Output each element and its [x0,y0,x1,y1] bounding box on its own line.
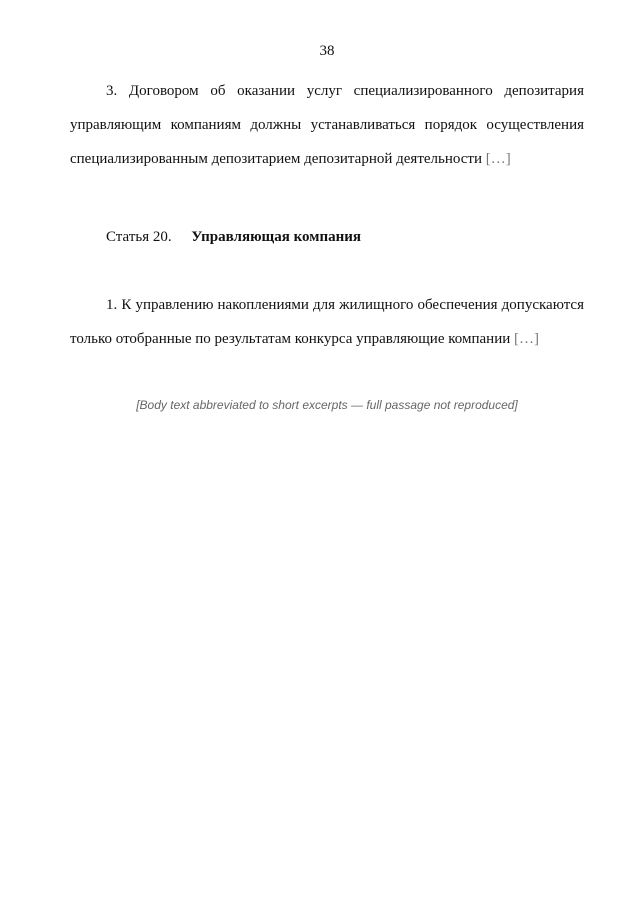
excerpt-ellipsis: […] [482,151,511,167]
page-number: 38 [319,43,335,59]
article-number: Статья 20. [106,229,172,245]
paragraph-management-company [70,288,584,356]
paragraph-excerpt: 1. К управлению накоплениями для жилищного обеспечения допускаются только отобранные по результатам конкурса управляющие компании [70,297,584,347]
paragraph-contract-terms [70,74,584,176]
abbreviation-note: [Body text abbreviated to short excerpts — full passage not reproduced] [136,398,518,412]
article-title: Управляющая компания [191,229,361,245]
paragraph-excerpt: 3. Договором об оказании услуг специализированного депозитария управляющим компаниям должны устанавливаться порядок осуществления специализированным депозитарием депозитарной деятельности [70,83,584,167]
excerpt-ellipsis: […] [510,331,539,347]
article-heading [70,220,584,254]
